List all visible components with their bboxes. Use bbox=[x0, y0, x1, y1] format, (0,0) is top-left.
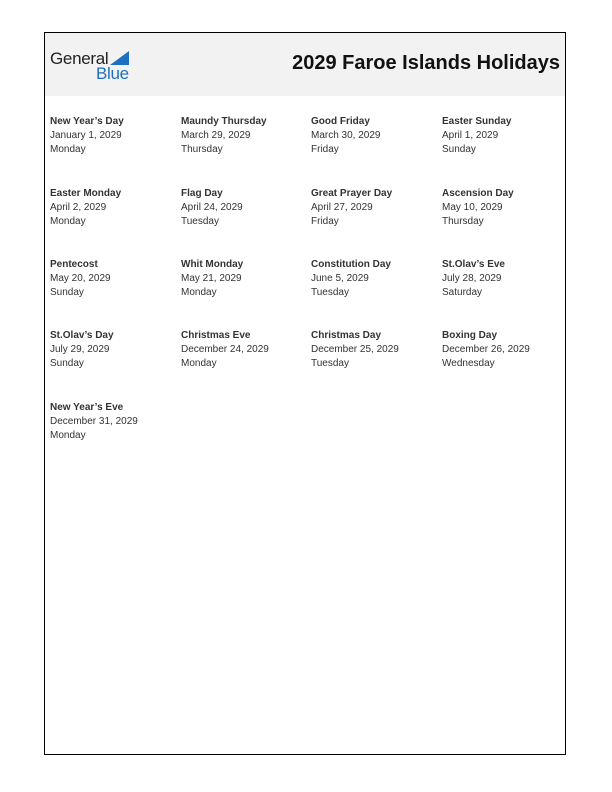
holiday-item bbox=[311, 258, 436, 300]
holiday-day: Friday bbox=[311, 216, 339, 227]
holiday-name: New Year’s Eve bbox=[50, 402, 124, 413]
holiday-item bbox=[181, 187, 306, 229]
holiday-day: Saturday bbox=[442, 287, 483, 298]
header-band bbox=[45, 33, 565, 96]
holiday-day: Sunday bbox=[442, 144, 476, 155]
holiday-item bbox=[442, 329, 567, 371]
holiday-day: Wednesday bbox=[442, 358, 495, 369]
logo-triangle-icon bbox=[110, 51, 129, 65]
holiday-item bbox=[181, 258, 306, 300]
logo-word-general: General bbox=[50, 49, 109, 68]
holiday-name: St.Olav’s Day bbox=[50, 330, 114, 341]
holiday-day: Thursday bbox=[442, 216, 484, 227]
holiday-name: Whit Monday bbox=[181, 259, 244, 270]
holiday-date: March 29, 2029 bbox=[181, 130, 251, 141]
holiday-item bbox=[50, 401, 175, 443]
generalblue-logo[interactable] bbox=[50, 49, 140, 83]
holiday-date: December 24, 2029 bbox=[181, 344, 269, 355]
holiday-name: Easter Sunday bbox=[442, 116, 512, 127]
holiday-item bbox=[181, 329, 306, 371]
holiday-date: December 25, 2029 bbox=[311, 344, 399, 355]
holiday-date: May 10, 2029 bbox=[442, 202, 503, 213]
holiday-name: Constitution Day bbox=[311, 259, 391, 270]
holiday-item bbox=[50, 115, 175, 157]
holiday-date: December 31, 2029 bbox=[50, 416, 138, 427]
holiday-date: June 5, 2029 bbox=[311, 273, 369, 284]
holiday-day: Monday bbox=[181, 287, 217, 298]
holiday-item bbox=[311, 115, 436, 157]
holiday-item bbox=[181, 115, 306, 157]
holiday-date: April 2, 2029 bbox=[50, 202, 107, 213]
holiday-name: Flag Day bbox=[181, 188, 223, 199]
holiday-date: December 26, 2029 bbox=[442, 344, 530, 355]
holiday-day: Monday bbox=[50, 430, 86, 441]
holiday-day: Sunday bbox=[50, 287, 84, 298]
holiday-item bbox=[442, 115, 567, 157]
calendar-page bbox=[44, 32, 566, 755]
holiday-date: July 28, 2029 bbox=[442, 273, 502, 284]
holiday-date: May 21, 2029 bbox=[181, 273, 242, 284]
holiday-day: Sunday bbox=[50, 358, 84, 369]
holiday-name: Maundy Thursday bbox=[181, 116, 267, 127]
holiday-item bbox=[311, 187, 436, 229]
holiday-day: Monday bbox=[181, 358, 217, 369]
holiday-date: April 27, 2029 bbox=[311, 202, 373, 213]
logo-word-blue: Blue bbox=[96, 64, 129, 83]
holiday-name: Easter Monday bbox=[50, 188, 122, 199]
holiday-name: Boxing Day bbox=[442, 330, 498, 341]
holiday-date: January 1, 2029 bbox=[50, 130, 122, 141]
holiday-day: Monday bbox=[50, 216, 86, 227]
holiday-date: July 29, 2029 bbox=[50, 344, 110, 355]
holiday-name: Ascension Day bbox=[442, 188, 514, 199]
holiday-item bbox=[311, 329, 436, 371]
holiday-day: Thursday bbox=[181, 144, 223, 155]
holiday-name: Great Prayer Day bbox=[311, 188, 393, 199]
holiday-item bbox=[50, 329, 175, 371]
holiday-date: April 24, 2029 bbox=[181, 202, 243, 213]
holiday-day: Monday bbox=[50, 144, 86, 155]
holiday-name: New Year’s Day bbox=[50, 116, 124, 127]
holiday-date: March 30, 2029 bbox=[311, 130, 381, 141]
holiday-day: Tuesday bbox=[311, 358, 349, 369]
holiday-date: May 20, 2029 bbox=[50, 273, 111, 284]
holiday-name: Pentecost bbox=[50, 259, 98, 270]
page-title: 2029 Faroe Islands Holidays bbox=[292, 52, 560, 74]
holiday-date: April 1, 2029 bbox=[442, 130, 499, 141]
holiday-item bbox=[442, 258, 567, 300]
holiday-name: Christmas Eve bbox=[181, 330, 251, 341]
holiday-name: Christmas Day bbox=[311, 330, 382, 341]
holiday-name: St.Olav’s Eve bbox=[442, 259, 505, 270]
holiday-day: Tuesday bbox=[311, 287, 349, 298]
holiday-item bbox=[50, 187, 175, 229]
holiday-item bbox=[442, 187, 567, 229]
holiday-day: Friday bbox=[311, 144, 339, 155]
holiday-item bbox=[50, 258, 175, 300]
holiday-name: Good Friday bbox=[311, 116, 370, 127]
holiday-day: Tuesday bbox=[181, 216, 219, 227]
